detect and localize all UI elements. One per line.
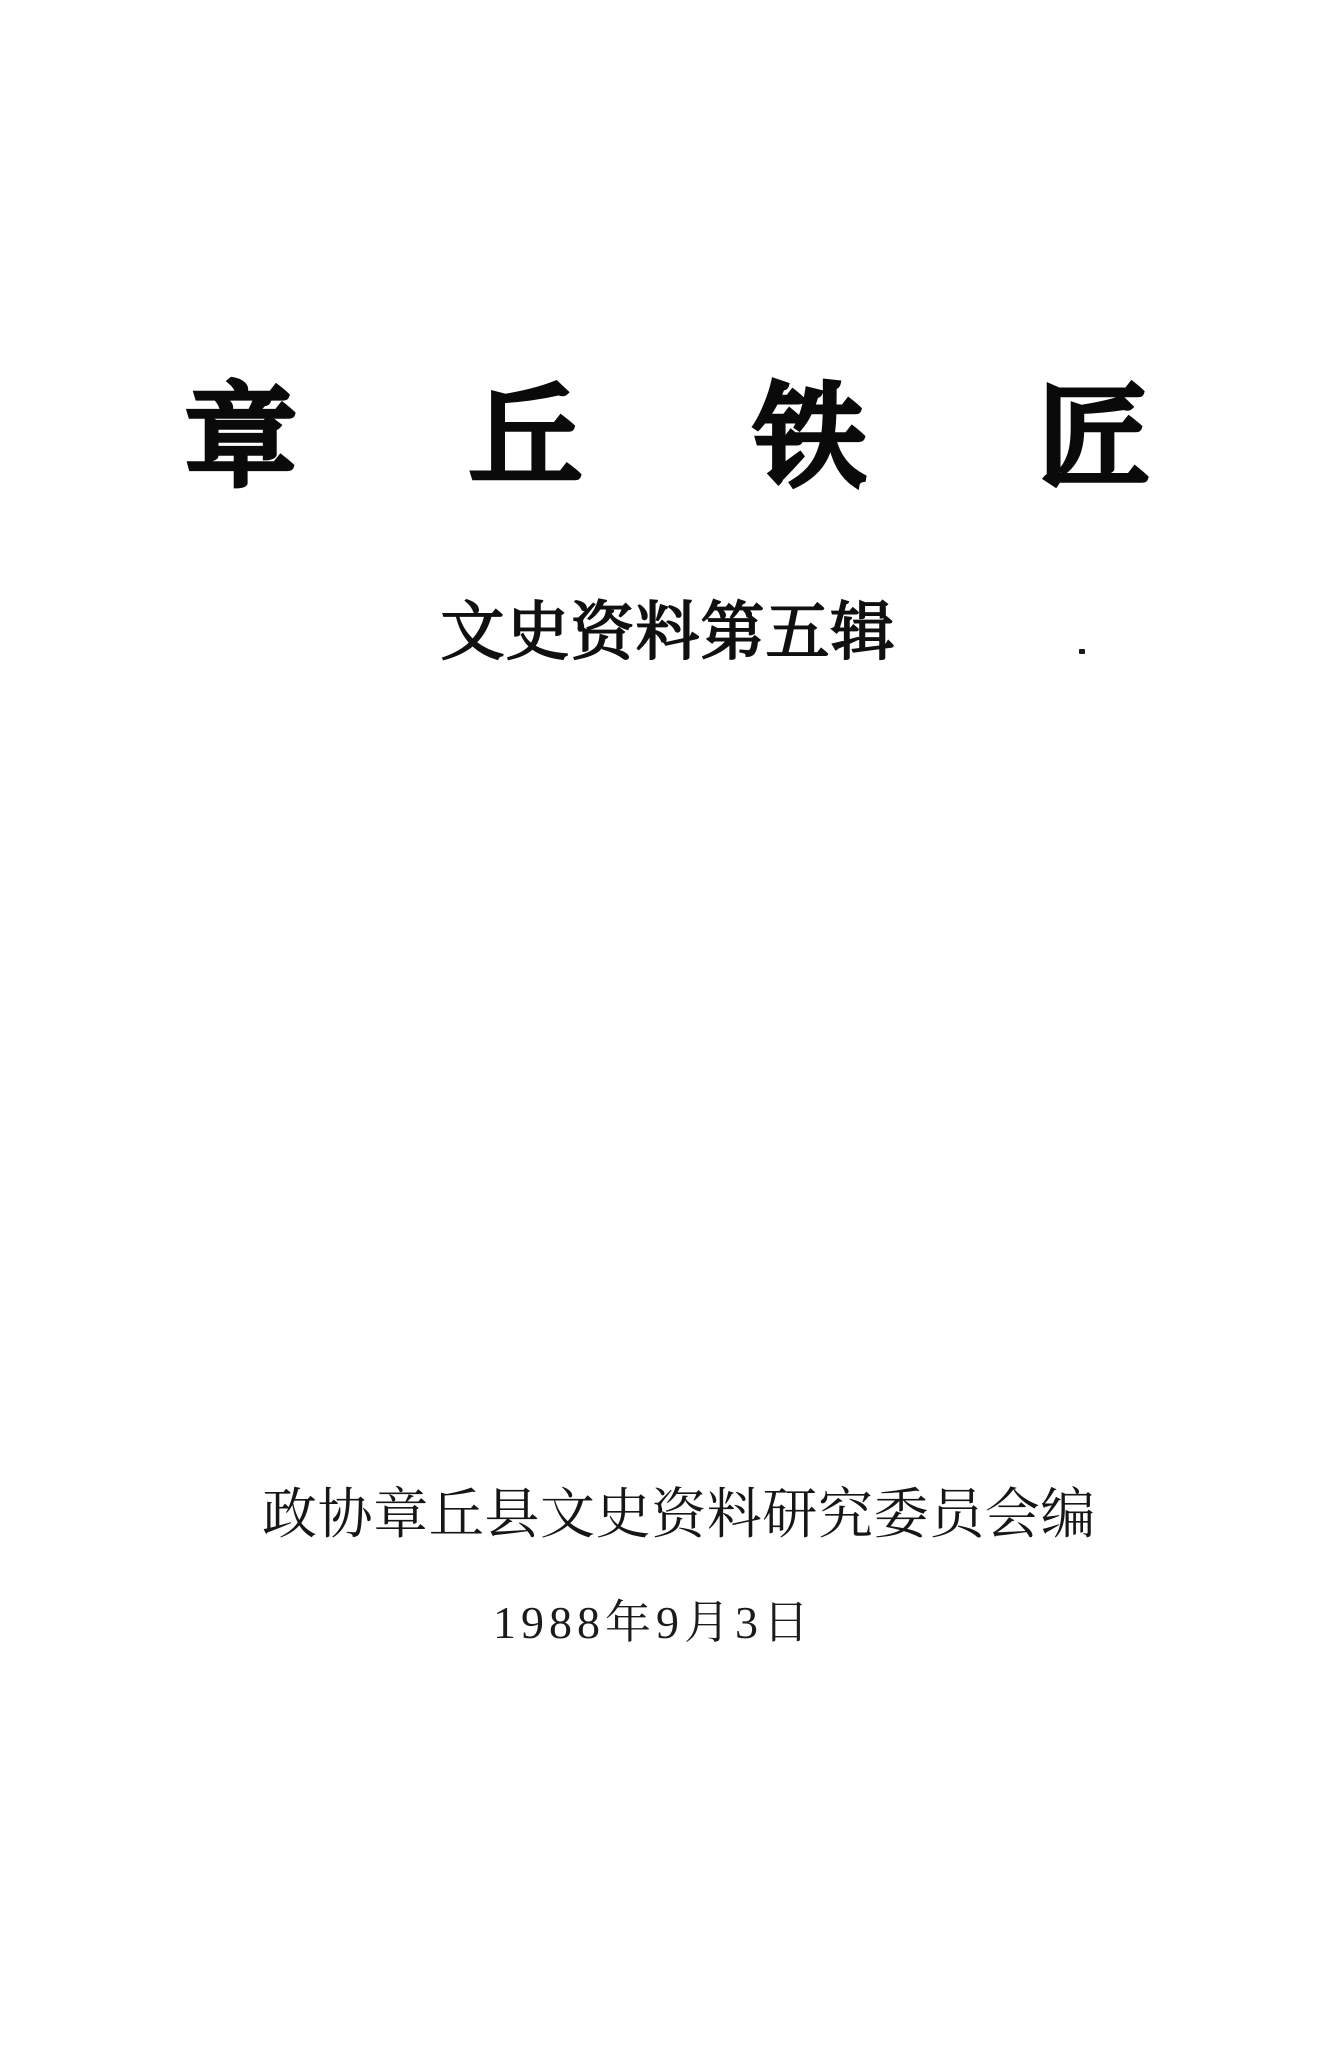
ink-speck-artifact xyxy=(1079,649,1085,654)
series-subtitle: 文史资料第五辑 xyxy=(440,597,896,668)
publisher-line: 政协章丘县文史资料研究委员会编 xyxy=(262,1484,1097,1545)
title-char-1: 章 xyxy=(185,375,297,500)
title-char-2: 丘 xyxy=(469,375,582,500)
publication-date: 1988年9月3日 xyxy=(493,1597,814,1648)
title-char-4: 匠 xyxy=(1037,375,1150,500)
book-title xyxy=(185,375,1150,500)
title-char-3: 铁 xyxy=(753,375,866,500)
